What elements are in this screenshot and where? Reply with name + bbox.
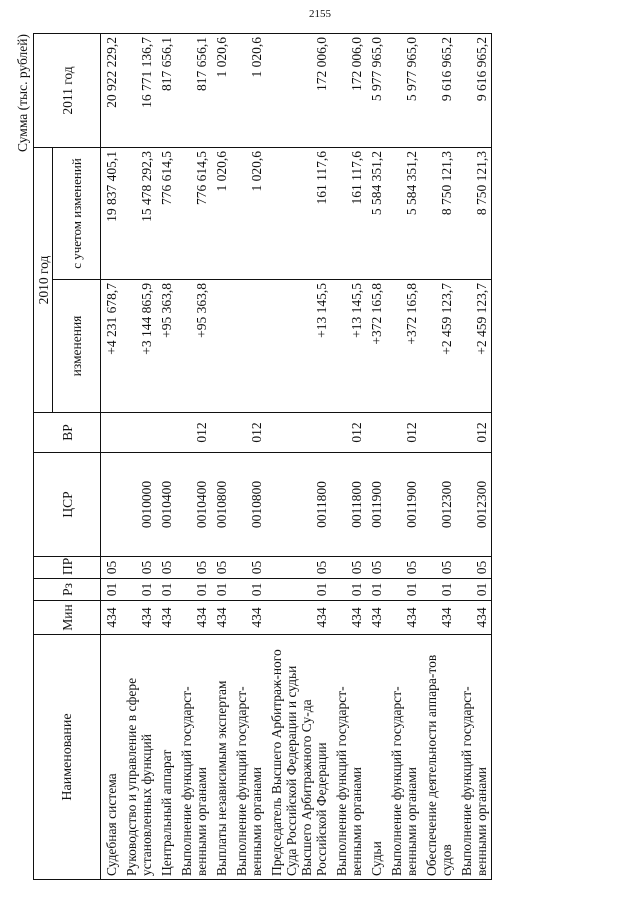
cell-with-changes: 776 614,5 <box>176 148 211 280</box>
cell-csr: 0011800 <box>331 453 366 557</box>
rotated-page <box>15 20 625 880</box>
cell-csr: 0010000 <box>121 453 156 557</box>
cell-2011: 9 616 965,2 <box>456 34 492 148</box>
cell-2011: 5 977 965,0 <box>386 34 421 148</box>
cell-rz: 01 <box>231 579 266 601</box>
cell-pr: 05 <box>266 557 331 579</box>
cell-with-changes: 776 614,5 <box>156 148 176 280</box>
cell-with-changes: 5 584 351,2 <box>386 148 421 280</box>
budget-table <box>33 33 492 880</box>
table-row <box>331 34 366 880</box>
cell-vr: 012 <box>176 413 211 453</box>
table-body <box>101 34 492 880</box>
cell-rz: 01 <box>386 579 421 601</box>
cell-vr <box>156 413 176 453</box>
cell-name: Судебная система <box>101 635 122 880</box>
page-number: 2155 <box>309 8 331 20</box>
cell-name: Руководство и управление в сфере установленных функций <box>121 635 156 880</box>
cell-min: 434 <box>176 601 211 635</box>
cell-min: 434 <box>231 601 266 635</box>
cell-2011: 9 616 965,2 <box>421 34 456 148</box>
cell-with-changes: 161 117,6 <box>331 148 366 280</box>
cell-csr: 0010800 <box>211 453 231 557</box>
cell-rz: 01 <box>156 579 176 601</box>
cell-pr: 05 <box>386 557 421 579</box>
cell-min: 434 <box>156 601 176 635</box>
header-csr: ЦСР <box>34 453 101 557</box>
cell-changes: +3 144 865,9 <box>121 280 156 413</box>
cell-pr: 05 <box>211 557 231 579</box>
cell-rz: 01 <box>121 579 156 601</box>
cell-rz: 01 <box>266 579 331 601</box>
cell-min: 434 <box>101 601 122 635</box>
cell-min: 434 <box>211 601 231 635</box>
cell-2011: 5 977 965,0 <box>366 34 386 148</box>
header-year-2011: 2011 год <box>34 34 101 148</box>
table-row <box>366 34 386 880</box>
cell-pr: 05 <box>366 557 386 579</box>
cell-min: 434 <box>421 601 456 635</box>
cell-2011: 817 656,1 <box>176 34 211 148</box>
cell-name: Председатель Высшего Арбитраж-ного Суда Российской Федерации и судьи Высшего Арбитражного Су-да Российской Федерации <box>266 635 331 880</box>
cell-pr: 05 <box>456 557 492 579</box>
cell-pr: 05 <box>331 557 366 579</box>
cell-csr: 0011900 <box>366 453 386 557</box>
cell-2011: 20 922 229,2 <box>101 34 122 148</box>
table-row <box>156 34 176 880</box>
header-rz: Рз <box>34 579 101 601</box>
header-changes: изменения <box>53 280 101 413</box>
table-row <box>266 34 331 880</box>
cell-csr: 0012300 <box>421 453 456 557</box>
cell-2011: 1 020,6 <box>211 34 231 148</box>
cell-changes <box>231 280 266 413</box>
cell-2011: 172 006,0 <box>331 34 366 148</box>
table-row <box>121 34 156 880</box>
cell-vr <box>266 413 331 453</box>
cell-name: Выполнение функций государст-венными органами <box>386 635 421 880</box>
cell-name: Выплаты независимым экспертам <box>211 635 231 880</box>
cell-rz: 01 <box>101 579 122 601</box>
cell-min: 434 <box>366 601 386 635</box>
cell-2011: 1 020,6 <box>231 34 266 148</box>
cell-name: Обеспечение деятельности аппара-тов судов <box>421 635 456 880</box>
cell-changes: +95 363,8 <box>176 280 211 413</box>
cell-with-changes: 19 837 405,1 <box>101 148 122 280</box>
table-row <box>386 34 421 880</box>
cell-min: 434 <box>331 601 366 635</box>
cell-name: Судьи <box>366 635 386 880</box>
table-row <box>456 34 492 880</box>
cell-changes: +4 231 678,7 <box>101 280 122 413</box>
cell-name: Выполнение функций государст-венными органами <box>231 635 266 880</box>
cell-pr: 05 <box>101 557 122 579</box>
cell-rz: 01 <box>331 579 366 601</box>
cell-pr: 05 <box>156 557 176 579</box>
cell-rz: 01 <box>421 579 456 601</box>
cell-csr: 0011800 <box>266 453 331 557</box>
header-year-2010: 2010 год <box>34 148 53 413</box>
cell-vr <box>121 413 156 453</box>
cell-vr <box>101 413 122 453</box>
cell-min: 434 <box>121 601 156 635</box>
cell-csr: 0010400 <box>176 453 211 557</box>
header-name: Наименование <box>34 635 101 880</box>
cell-with-changes: 1 020,6 <box>211 148 231 280</box>
header-min: Мин <box>34 601 101 635</box>
cell-vr: 012 <box>331 413 366 453</box>
cell-csr: 0012300 <box>456 453 492 557</box>
header-vr: ВР <box>34 413 101 453</box>
cell-rz: 01 <box>176 579 211 601</box>
cell-changes: +372 165,8 <box>366 280 386 413</box>
cell-vr: 012 <box>231 413 266 453</box>
table-row <box>101 34 122 880</box>
cell-rz: 01 <box>456 579 492 601</box>
cell-pr: 05 <box>421 557 456 579</box>
cell-with-changes: 15 478 292,3 <box>121 148 156 280</box>
cell-with-changes: 8 750 121,3 <box>421 148 456 280</box>
cell-changes: +2 459 123,7 <box>456 280 492 413</box>
cell-with-changes: 8 750 121,3 <box>456 148 492 280</box>
cell-name: Выполнение функций государст-венными органами <box>456 635 492 880</box>
cell-vr: 012 <box>386 413 421 453</box>
cell-pr: 05 <box>231 557 266 579</box>
table-row <box>231 34 266 880</box>
cell-changes: +95 363,8 <box>156 280 176 413</box>
cell-vr <box>421 413 456 453</box>
cell-changes: +13 145,5 <box>266 280 331 413</box>
cell-changes: +13 145,5 <box>331 280 366 413</box>
cell-with-changes: 5 584 351,2 <box>366 148 386 280</box>
cell-with-changes: 1 020,6 <box>231 148 266 280</box>
cell-pr: 05 <box>121 557 156 579</box>
header-pr: ПР <box>34 557 101 579</box>
cell-rz: 01 <box>211 579 231 601</box>
cell-name: Выполнение функций государст-венными органами <box>176 635 211 880</box>
cell-name: Центральный аппарат <box>156 635 176 880</box>
cell-vr: 012 <box>456 413 492 453</box>
cell-csr: 0010400 <box>156 453 176 557</box>
cell-2011: 172 006,0 <box>266 34 331 148</box>
cell-min: 434 <box>456 601 492 635</box>
table-row <box>421 34 456 880</box>
cell-changes: +372 165,8 <box>386 280 421 413</box>
cell-with-changes: 161 117,6 <box>266 148 331 280</box>
cell-vr <box>211 413 231 453</box>
header-with-changes: с учетом изменений <box>53 148 101 280</box>
cell-pr: 05 <box>176 557 211 579</box>
table-header <box>34 34 101 880</box>
cell-changes: +2 459 123,7 <box>421 280 456 413</box>
cell-name: Выполнение функций государст-венными органами <box>331 635 366 880</box>
cell-rz: 01 <box>366 579 386 601</box>
cell-min: 434 <box>266 601 331 635</box>
units-caption: Сумма (тыс. рублей) <box>15 34 30 152</box>
cell-min: 434 <box>386 601 421 635</box>
cell-csr: 0010800 <box>231 453 266 557</box>
cell-2011: 16 771 136,7 <box>121 34 156 148</box>
table-row <box>176 34 211 880</box>
cell-csr <box>101 453 122 557</box>
cell-csr: 0011900 <box>386 453 421 557</box>
cell-2011: 817 656,1 <box>156 34 176 148</box>
cell-changes <box>211 280 231 413</box>
cell-vr <box>366 413 386 453</box>
table-row <box>211 34 231 880</box>
